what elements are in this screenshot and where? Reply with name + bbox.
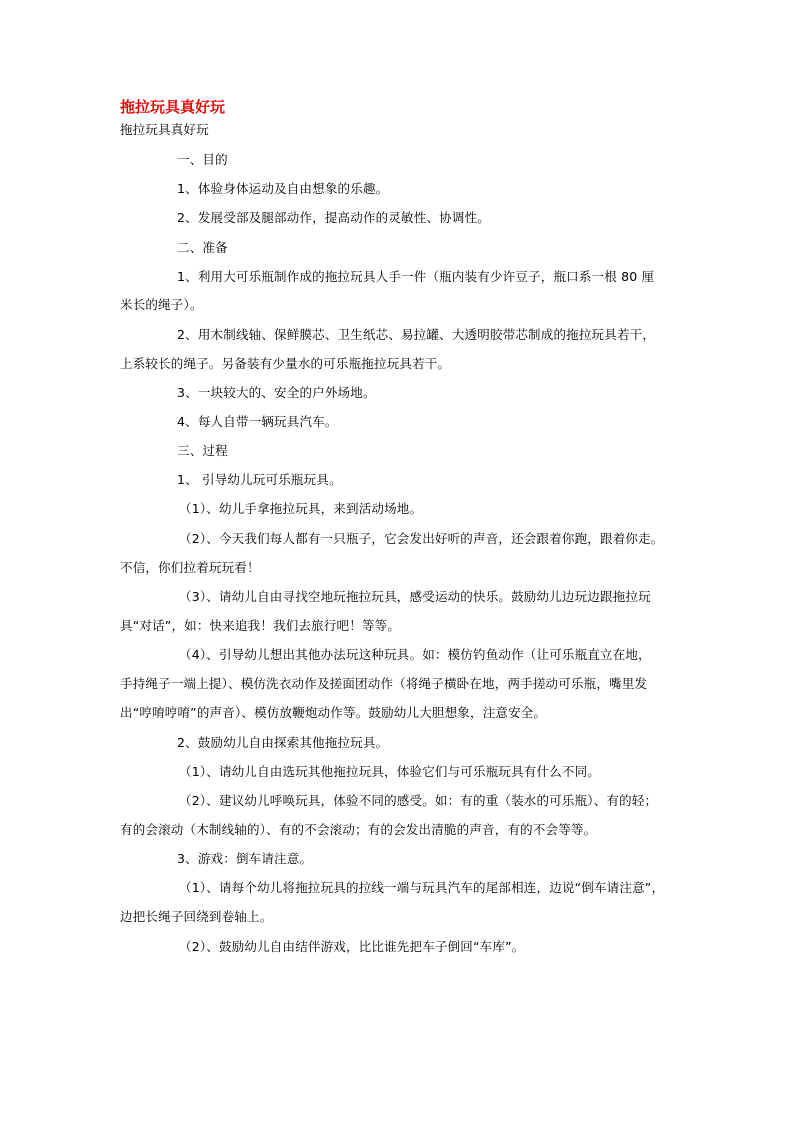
- paragraph: 1、体验身体运动及自由想象的乐趣。: [177, 181, 389, 196]
- paragraph: 1、利用大可乐瓶制作成的拖拉玩具人手一件（瓶内装有少许豆子，瓶口系一根 80 厘: [177, 269, 655, 284]
- paragraph-continuation: 不信，你们拉着玩玩看！: [120, 560, 260, 575]
- paragraph-continuation: 边把长绳子回绕到卷轴上。: [120, 909, 273, 924]
- paragraph: （2）、今天我们每人都有一只瓶子，它会发出好听的声音，还会跟着你跑，跟着你走。: [179, 531, 664, 546]
- document-title: 拖拉玩具真好玩: [120, 98, 226, 116]
- paragraph: （1）、幼儿手拿拖拉玩具，来到活动场地。: [179, 501, 423, 516]
- section-heading: 一、目的: [177, 152, 228, 167]
- paragraph: 3、一块较大的、安全的户外场地。: [177, 385, 376, 400]
- paragraph: 2、发展受部及腿部动作，提高动作的灵敏性、协调性。: [177, 210, 490, 225]
- paragraph: （4）、引导幼儿想出其他办法玩这种玩具。如：模仿钓鱼动作（让可乐瓶直立在地，: [179, 647, 651, 662]
- paragraph-continuation: 具“对话”，如：快来追我！我们去旅行吧！等等。: [120, 618, 401, 633]
- paragraph-continuation: 上系较长的绳子。另备装有少量水的可乐瓶拖拉玩具若干。: [120, 356, 451, 371]
- section-heading: 二、准备: [177, 240, 228, 255]
- paragraph: 1、 引导幼儿玩可乐瓶玩具。: [177, 472, 342, 487]
- paragraph: 3、游戏：倒车请注意。: [177, 851, 313, 866]
- paragraph: （2）、鼓励幼儿自由结伴游戏，比比谁先把车子倒回“车库”。: [179, 939, 525, 954]
- paragraph: （1）、请幼儿自由选玩其他拖拉玩具，体验它们与可乐瓶玩具有什么不同。: [179, 764, 601, 779]
- paragraph-continuation: 有的会滚动（木制线轴的）、有的不会滚动；有的会发出清脆的声音，有的不会等等。: [120, 822, 597, 837]
- paragraph: （1）、请每个幼儿将拖拉玩具的拉线一端与玩具汽车的尾部相连，边说“倒车请注意”，: [179, 880, 665, 895]
- paragraph: （3）、请幼儿自由寻找空地玩拖拉玩具，感受运动的快乐。鼓励幼儿边玩边跟拖拉玩: [179, 589, 651, 604]
- paragraph-continuation: 米长的绳子）。: [120, 297, 203, 312]
- paragraph: 2、鼓励幼儿自由探索其他拖拉玩具。: [177, 735, 389, 750]
- paragraph: 2、用木制线轴、保鲜膜芯、卫生纸芯、易拉罐、大透明胶带芯制成的拖拉玩具若干，: [177, 327, 656, 342]
- section-heading: 三、过程: [177, 443, 228, 458]
- paragraph: 4、每人自带一辆玩具汽车。: [177, 414, 338, 429]
- paragraph-continuation: 手持绳子一端上提）、模仿洗衣动作及搓面团动作（将绳子横卧在地，两手搓动可乐瓶，嘴里发: [120, 676, 648, 691]
- paragraph-continuation: 出“哼唷哼唷”的声音）、模仿放鞭炮动作等。鼓励幼儿大胆想象，注意安全。: [120, 705, 547, 720]
- paragraph: （2）、建议幼儿呼唤玩具，体验不同的感受。如：有的重（装水的可乐瓶）、有的轻；: [179, 793, 658, 808]
- document-subtitle: 拖拉玩具真好玩: [120, 122, 209, 137]
